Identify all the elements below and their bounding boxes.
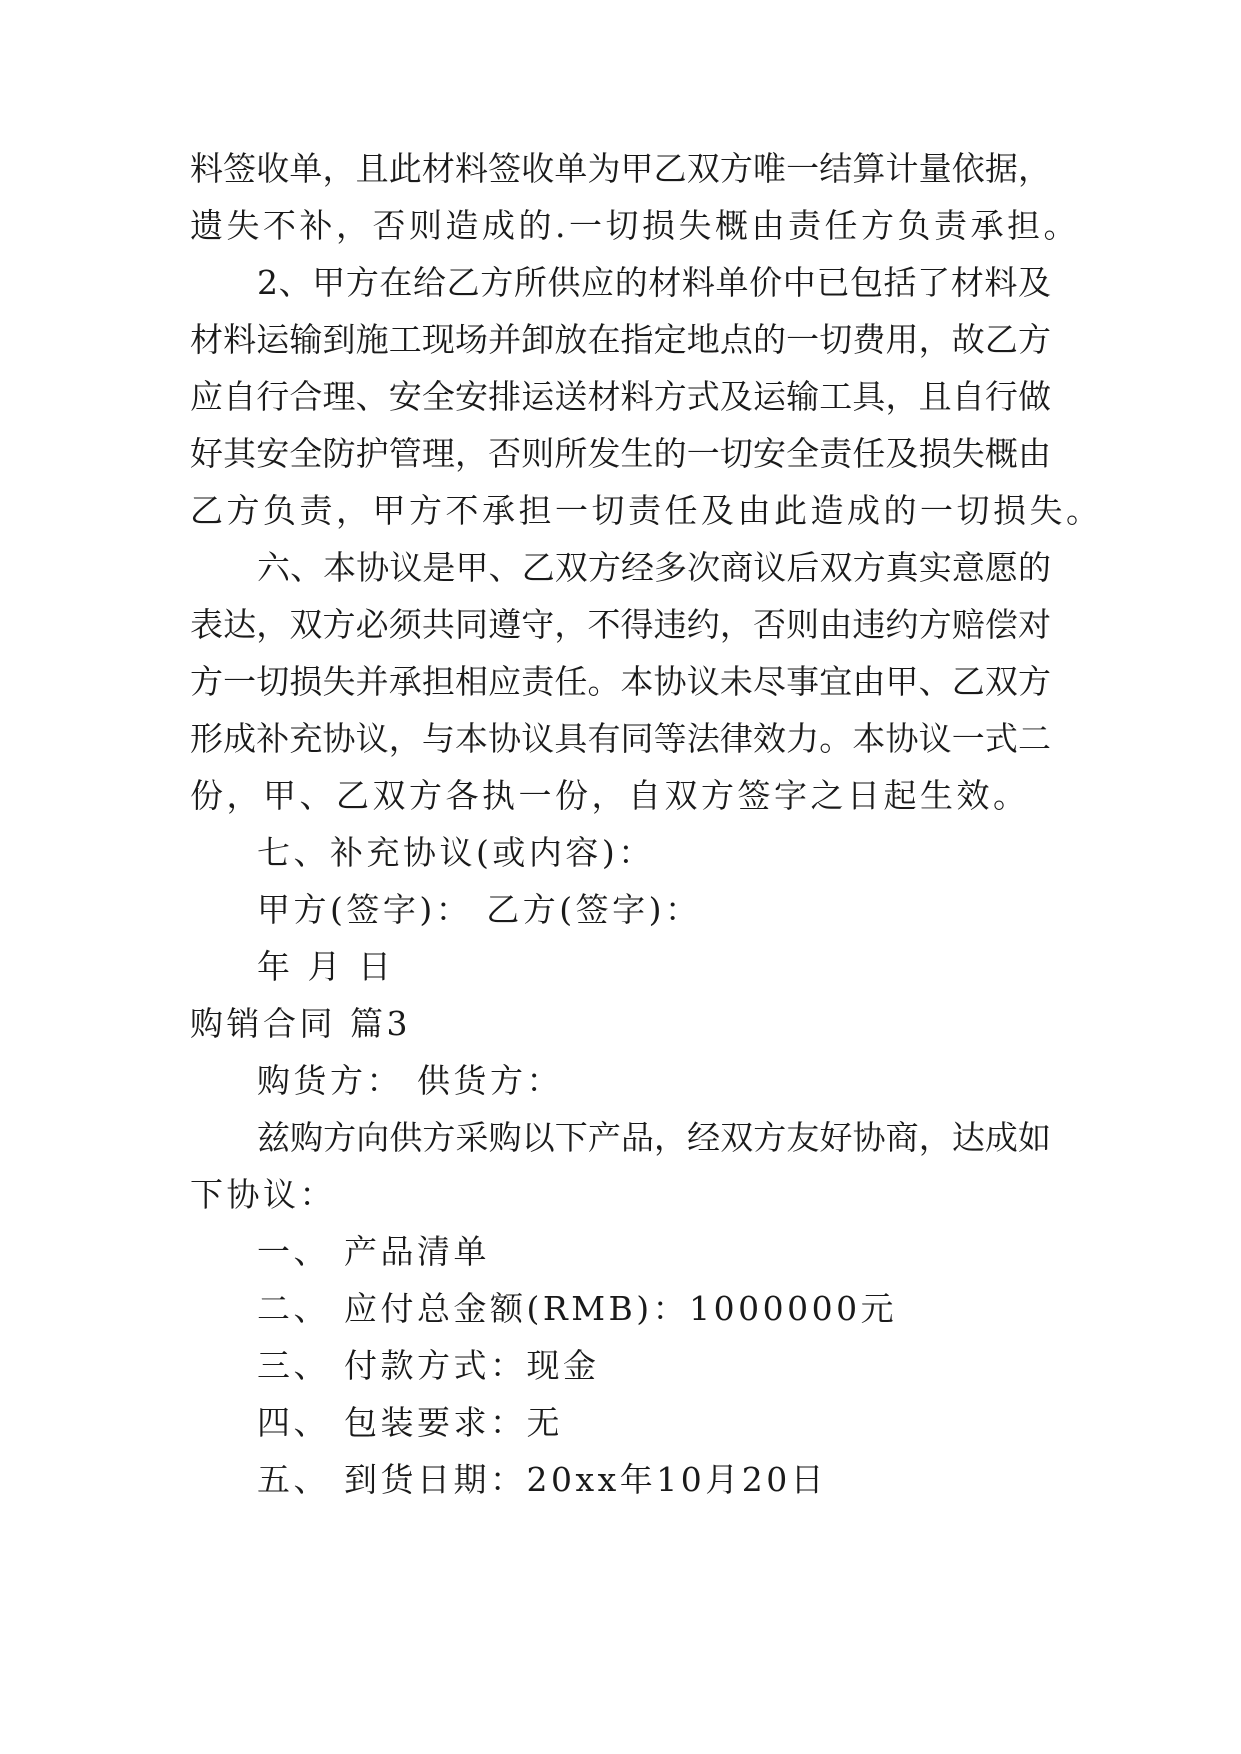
- paragraph-line-7: 乙方负责，甲方不承担一切责任及由此造成的一切损失。: [190, 491, 1103, 530]
- paragraph-line-12: 份，甲、乙双方各执一份，自双方签字之日起生效。: [190, 776, 1030, 815]
- section-title: 购销合同 篇3: [190, 1004, 411, 1043]
- date-line: 年 月 日: [257, 947, 395, 986]
- paragraph-line-11: 形成补充协议，与本协议具有同等法律效力。本协议一式二: [190, 719, 1051, 758]
- parties-line: 购货方： 供货方：: [257, 1061, 563, 1100]
- clause-4: 四、 包装要求：无: [257, 1403, 563, 1442]
- clause-2: 二、 应付总金额(RMB)：1000000元: [257, 1289, 898, 1328]
- paragraph-line-4: 材料运输到施工现场并卸放在指定地点的一切费用，故乙方: [190, 320, 1051, 359]
- paragraph-line-10: 方一切损失并承担相应责任。本协议未尽事宜由甲、乙双方: [190, 662, 1051, 701]
- clause-3: 三、 付款方式：现金: [257, 1346, 600, 1385]
- paragraph-line-8: 六、本协议是甲、乙双方经多次商议后双方真实意愿的: [257, 548, 1051, 587]
- paragraph-line-1: 料签收单，且此材料签收单为甲乙双方唯一结算计量依据，: [190, 149, 1051, 188]
- paragraph-line-5: 应自行合理、安全安排运送材料方式及运输工具，且自行做: [190, 377, 1051, 416]
- paragraph-line-2: 遗失不补，否则造成的.一切损失概由责任方负责承担。: [190, 206, 1080, 245]
- intro-line-1: 兹购方向供方采购以下产品，经双方友好协商，达成如: [257, 1118, 1051, 1157]
- paragraph-line-6: 好其安全防护管理，否则所发生的一切安全责任及损失概由: [190, 434, 1051, 473]
- paragraph-line-9: 表达，双方必须共同遵守，不得违约，否则由违约方赔偿对: [190, 605, 1051, 644]
- paragraph-line-3: 2、甲方在给乙方所供应的材料单价中已包括了材料及: [257, 263, 1051, 302]
- intro-line-2: 下协议：: [190, 1175, 336, 1214]
- clause-5: 五、 到货日期：20xx年10月20日: [257, 1460, 828, 1499]
- clause-1: 一、 产品清单: [257, 1232, 490, 1271]
- supplement-heading: 七、补充协议(或内容)：: [257, 833, 655, 872]
- signature-line: 甲方(签字)： 乙方(签字)：: [257, 890, 702, 929]
